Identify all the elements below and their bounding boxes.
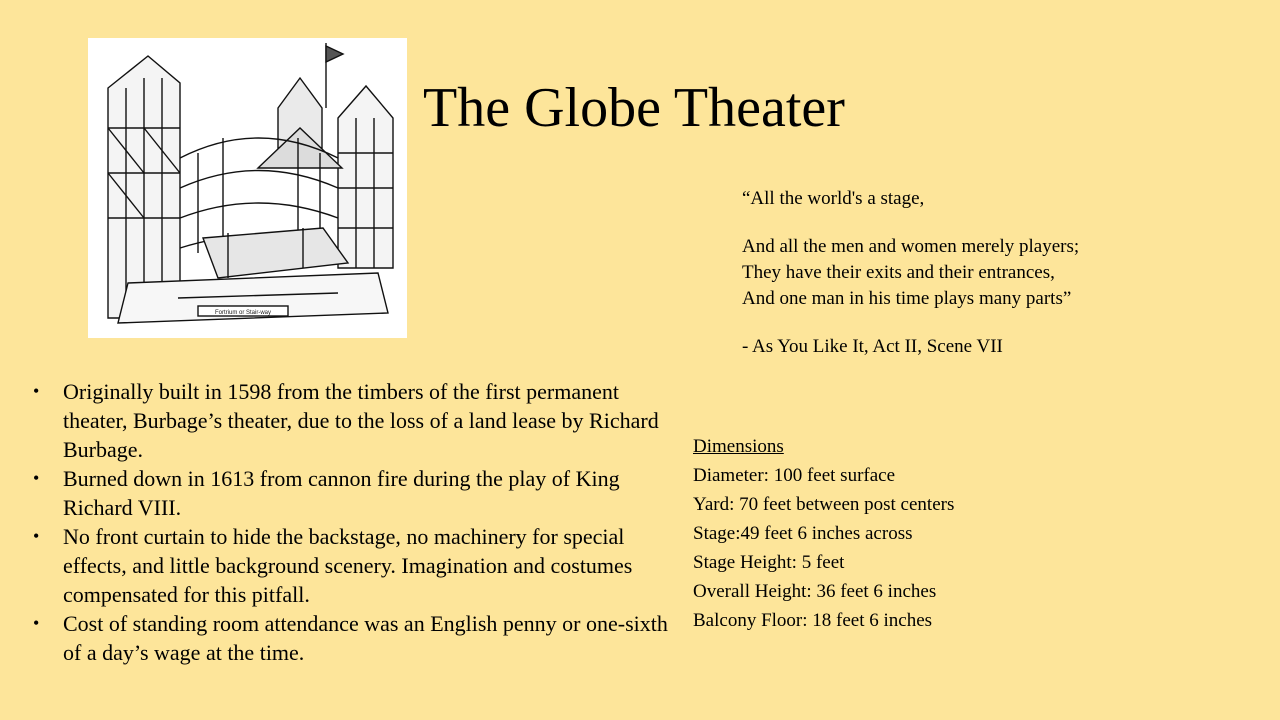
bullet-icon: •: [33, 526, 40, 546]
quote-block: [742, 186, 1242, 360]
dimension-row: Stage Height: 5 feet: [693, 552, 845, 573]
fact-text: Cost of standing room attendance was an English penny or one-sixth of a day’s wage at the time.: [63, 611, 668, 665]
bullet-icon: •: [33, 468, 40, 488]
dimension-row: Overall Height: 36 feet 6 inches: [693, 581, 937, 602]
quote-attribution: - As You Like It, Act II, Scene VII: [742, 336, 1003, 357]
dimension-row: Diameter: 100 feet surface: [693, 465, 896, 486]
dimension-row: Balcony Floor: 18 feet 6 inches: [693, 610, 933, 631]
fact-text: No front curtain to hide the backstage, no machinery for special effects, and little background scenery. Imagination and costumes compensated for this pitfall.: [63, 524, 633, 607]
theater-drawing: [88, 38, 407, 338]
quote-line-2: And all the men and women merely players;: [742, 236, 1080, 257]
dimension-row: Stage:49 feet 6 inches across: [693, 523, 913, 544]
bullet-icon: •: [33, 613, 40, 633]
illustration-caption: Fortrium or Stair-way: [214, 310, 272, 316]
fact-text: Originally built in 1598 from the timbers of the first permanent theater, Burbage’s theater, due to the loss of a land lease by Richard Burbage.: [63, 379, 659, 462]
facts-list: [30, 377, 670, 667]
dimension-row: Yard: 70 feet between post centers: [693, 494, 955, 515]
fact-item: [30, 522, 670, 609]
quote-line-1: “All the world's a stage,: [742, 188, 925, 209]
fact-text: Burned down in 1613 from cannon fire during the play of King Richard VIII.: [63, 466, 620, 520]
quote-line-4: And one man in his time plays many parts”: [742, 288, 1072, 309]
dimensions-block: [693, 432, 1113, 635]
slide-title: The Globe Theater: [423, 77, 845, 139]
bullet-icon: •: [33, 381, 40, 401]
fact-item: [30, 609, 670, 667]
globe-theater-illustration: [88, 38, 407, 338]
fact-item: [30, 464, 670, 522]
dimensions-heading: Dimensions: [693, 436, 784, 457]
quote-line-3: They have their exits and their entrances,: [742, 262, 1055, 283]
fact-item: [30, 377, 670, 464]
